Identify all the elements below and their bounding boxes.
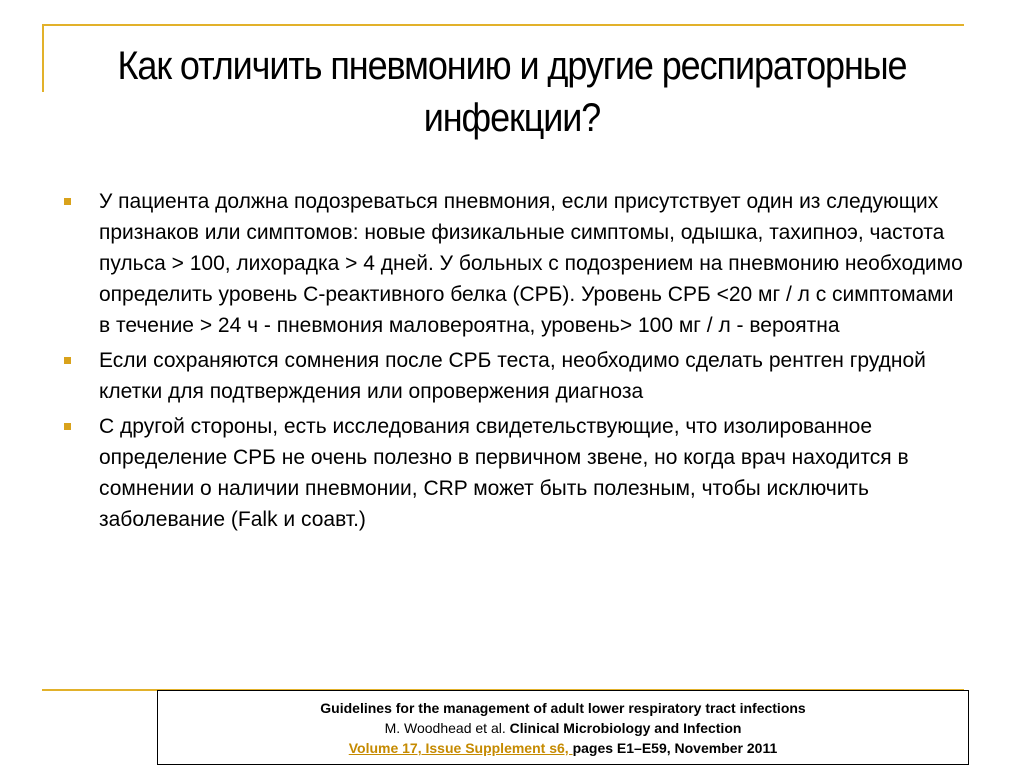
bullet-text: Если сохраняются сомнения после СРБ теста, необходимо сделать рентген грудной клетки для подтверждения или опровержения диагноза	[99, 349, 926, 403]
bullet-list	[58, 186, 968, 539]
slide-title	[103, 40, 920, 144]
square-bullet-icon	[64, 423, 71, 430]
bullet-text: У пациента должна подозреваться пневмония, если присутствует один из следующих признаков или симптомов: новые физикальные симптомы, одышка, тахипноэ, частота пульса > 100, лихорадка > 4 дней. У больных с подозрением на пневмонию необходимо определить уровень С-реактивного белка (СРБ). Уровень СРБ <20 мг / л с симптомами в течение > 24 ч - пневмония маловероятна, уровень> 100 мг / л - вероятна	[99, 190, 963, 337]
citation-date: , November 2011	[666, 740, 778, 756]
bullet-item	[58, 345, 968, 407]
title-line-2: инфекции?	[423, 96, 601, 140]
bullet-item	[58, 411, 968, 535]
citation-authors: M. Woodhead et al.	[384, 720, 506, 736]
title-line-1: Как отличить пневмонию и другие респираторные	[117, 44, 907, 88]
bullet-text: С другой стороны, есть исследования свидетельствующие, что изолированное определение СРБ не очень полезно в первичном звене, но когда врач находится в сомнении о наличии пневмонии, CRP может быть полезным, чтобы исключить заболевание (Falk и соавт.)	[99, 415, 909, 531]
citation-box	[157, 690, 969, 765]
top-decorative-line	[42, 24, 964, 26]
square-bullet-icon	[64, 357, 71, 364]
citation-pages: pages E1–E59	[572, 740, 667, 756]
square-bullet-icon	[64, 198, 71, 205]
citation-source-row	[158, 718, 968, 738]
citation-journal: Clinical Microbiology and Infection	[509, 720, 742, 736]
left-decorative-line	[42, 24, 44, 92]
citation-volume-row	[158, 738, 968, 758]
volume-link[interactable]: Volume 17, Issue Supplement s6,	[348, 740, 573, 756]
citation-title: Guidelines for the management of adult lower respiratory tract infections	[320, 700, 806, 716]
bullet-item	[58, 186, 968, 341]
